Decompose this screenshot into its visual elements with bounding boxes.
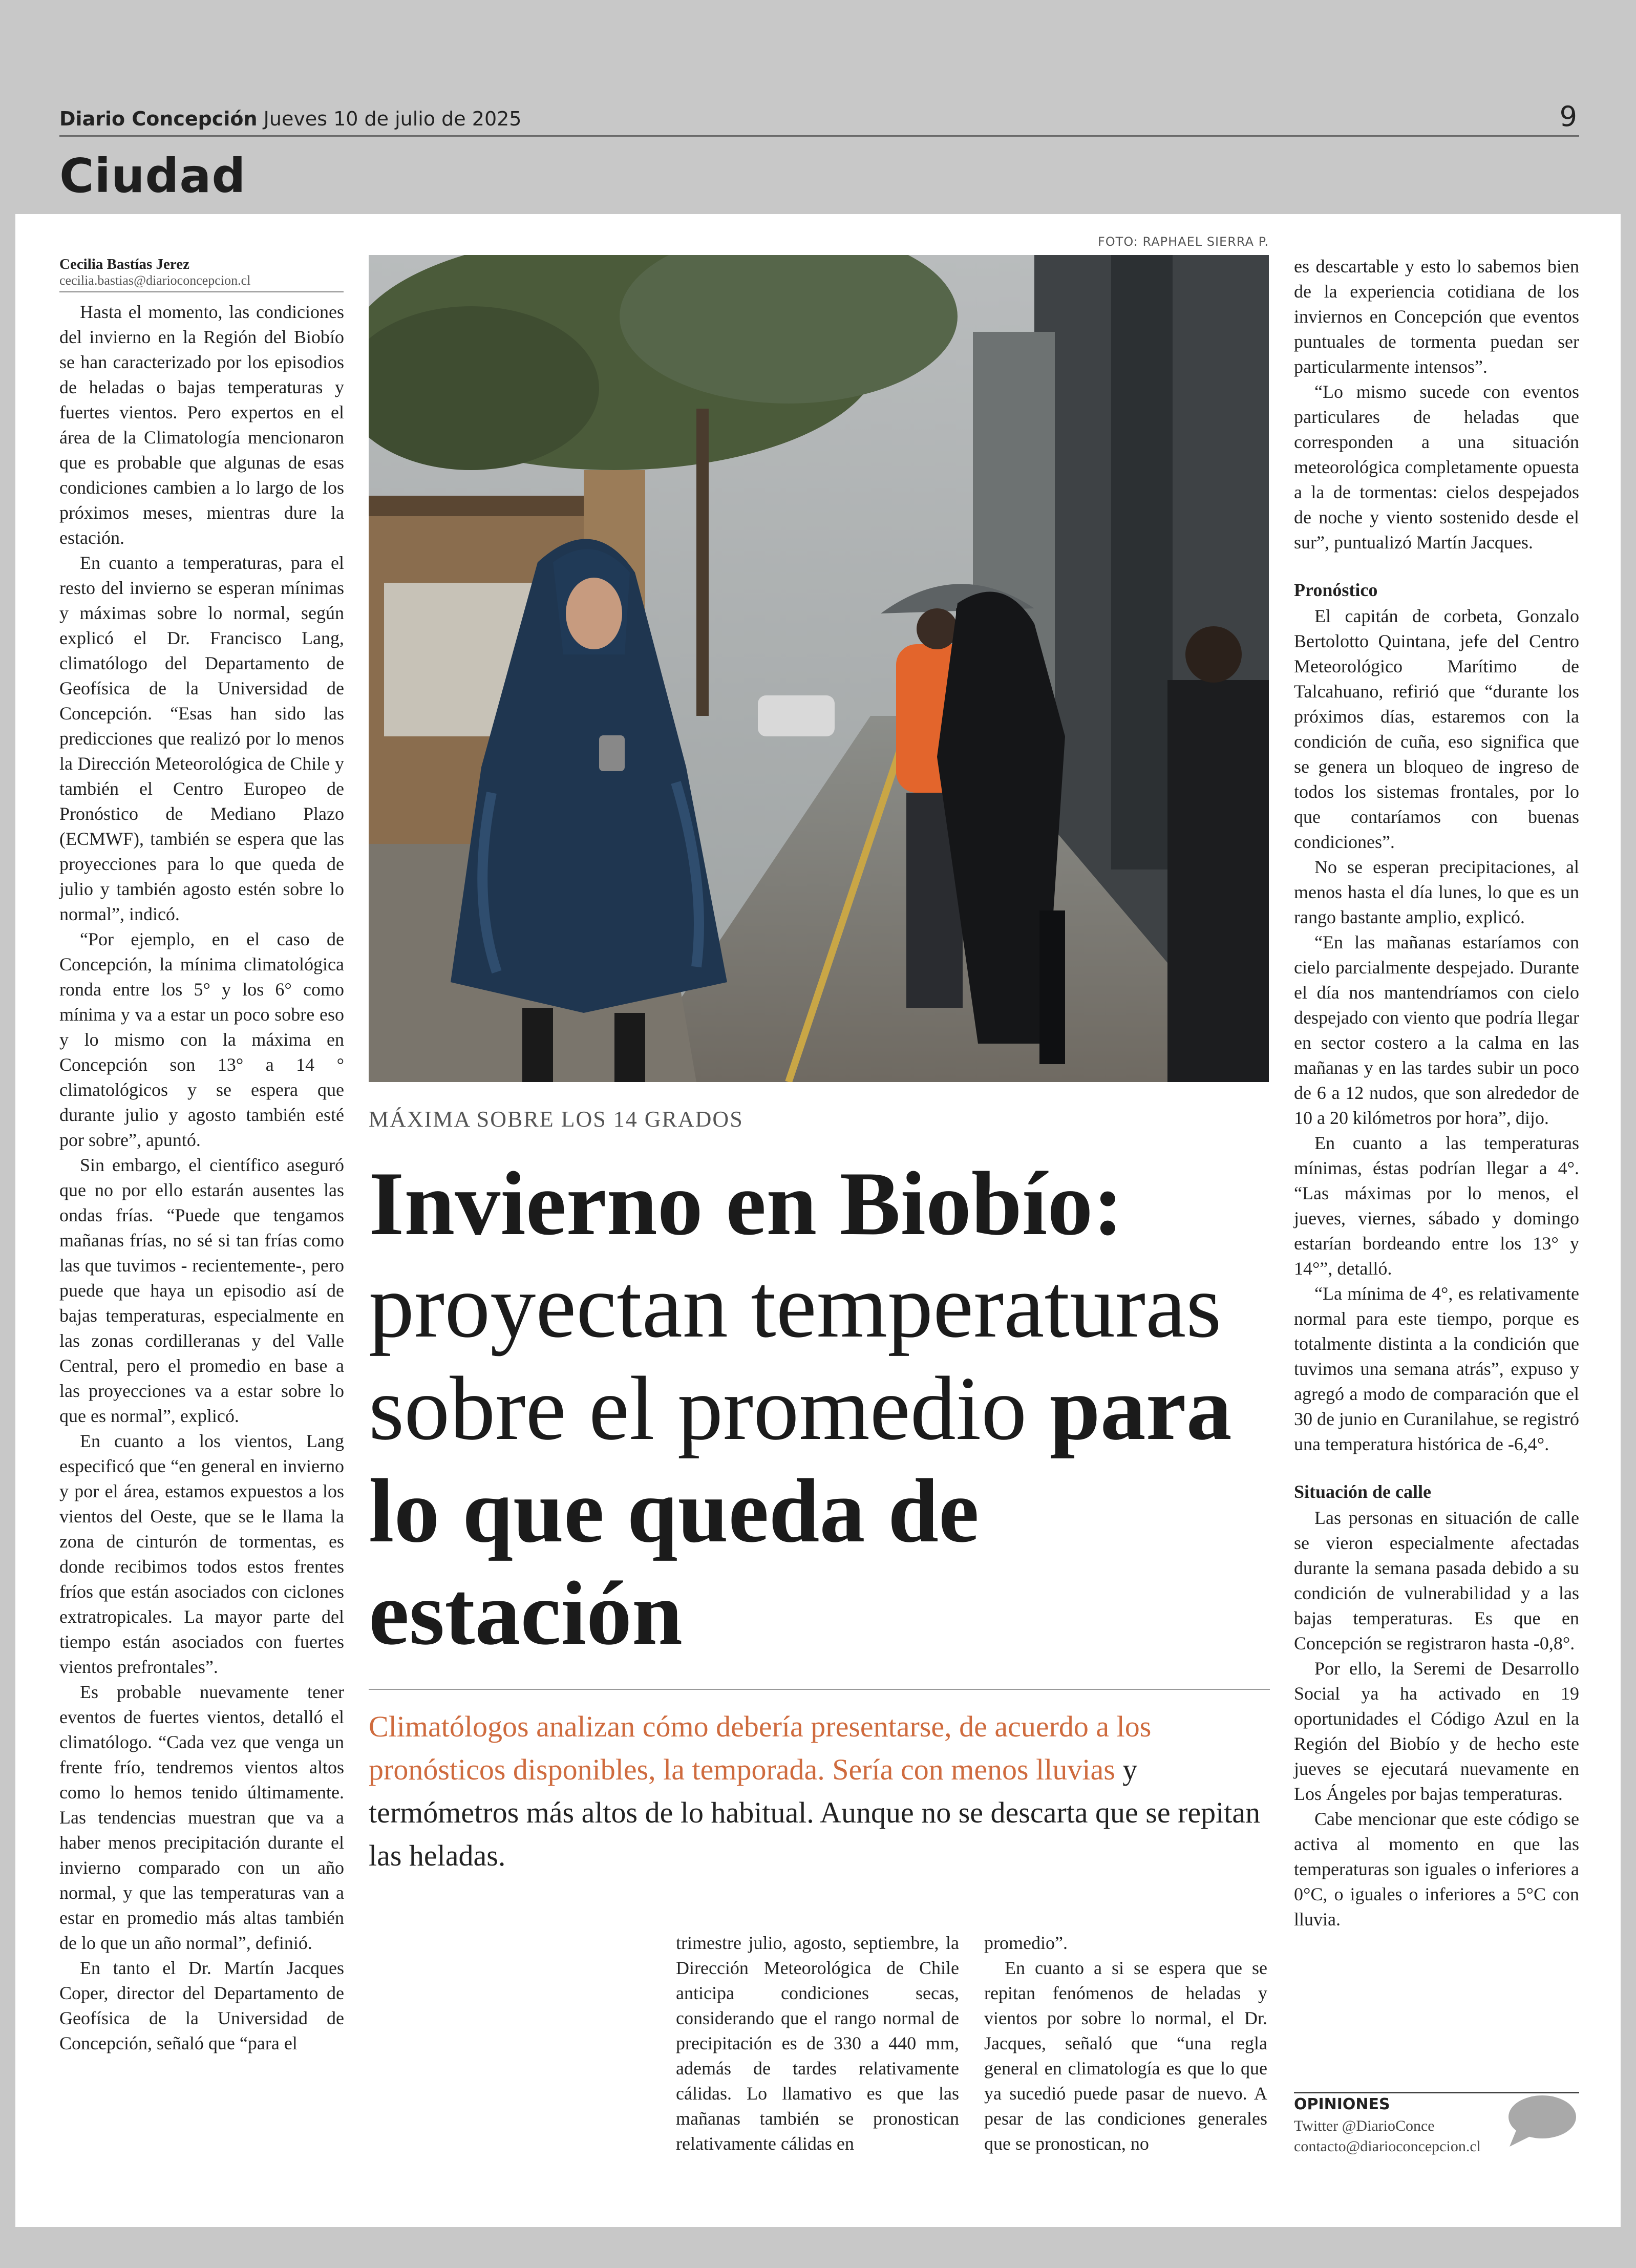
opiniones-twitter: Twitter @DiarioConce [1294, 2117, 1435, 2134]
paragraph: Cabe mencionar que este código se activa al momento en que las temperaturas son iguales o inferiores a 0°C, o iguales o inferiores a 5°C con lluvia. [1294, 1809, 1579, 1930]
headline-part-bold-end: para lo que queda de estación [369, 1358, 1232, 1664]
opiniones-email: contacto@diarioconcepcion.cl [1294, 2138, 1481, 2155]
headline-part-bold: Invierno en Biobío: [369, 1153, 1123, 1254]
page-header [59, 108, 521, 130]
paragraph: Hasta el momento, las condiciones del invierno en la Región del Biobío se han caracterizado por los episodios de heladas o bajas temperaturas y fuertes vientos. Pero expertos en el área de la Climatología mencionaron que es probable que algunas de esas condiciones cambien a lo largo de los próximos meses, mientras dure la estación. [59, 302, 344, 548]
paragraph: “Lo mismo sucede con eventos particulares de heladas que corresponden a una situación meteorológica completamente opuesta a la de tormentas: cielos despejados de noche y viento sostenido desde el sur”, puntualizó Martín Jacques. [1294, 381, 1579, 553]
headline-part-regular: proyectan temperaturas sobre el promedio [369, 1255, 1222, 1459]
paragraph: En cuanto a si se espera que se repitan fenómenos de heladas y vientos por sobre lo normal, el Dr. Jacques, señaló que “una regla general en climatología es que lo que ya sucedió puede pasar de nuevo. A pesar de las condiciones generales que se pronostican, no [984, 1958, 1267, 2154]
deck-divider [369, 1689, 1270, 1690]
paragraph: “En las mañanas estaríamos con cielo parcialmente despejado. Durante el día nos mantendríamos con cielo despejado con viento que podría llegar en sector costero a la calma en las mañanas y en las tardes subir un poco de 6 a 12 nudos, que son alrededor de 10 a 20 kilómetros por hora”, dijo. [1294, 932, 1579, 1128]
body-column-2 [676, 1931, 959, 2156]
paragraph: En cuanto a los vientos, Lang especificó que “en general en invierno y por el área, estamos expuestos a los vientos del Oeste, que se le llama la zona de cinturón de tormentas, es donde recibimos todos estos frentes fríos que están asociados con ciclones extratropicales. La mayor parte del tiempo están asociados con fuertes vientos prefrontales”. [59, 1431, 344, 1677]
paragraph: Sin embargo, el científico aseguró que no por ello estarán ausentes las ondas frías. “Puede que tengamos mañanas frías, no sé si tan frías como las que tuvimos - recientemente-, pero puede que haya un episodio así de bajas temperaturas, especialmente en las zonas cordilleranas y del Valle Central, pero el promedio en base a las proyecciones va a estar sobre lo que es normal”, explicó. [59, 1155, 344, 1426]
page-number: 9 [1559, 100, 1577, 133]
issue-date: Jueves 10 de julio de 2025 [263, 108, 522, 130]
paragraph: “Por ejemplo, en el caso de Concepción, la mínima climatológica ronda entre los 5° y los 6° como mínima y va a estar un poco sobre eso y lo mismo con la máxima en Concepción son 13° a 14 ° climatológicos y se espera que durante julio y agosto también esté por sobre”, apuntó. [59, 929, 344, 1150]
deck-highlight: Climatólogos analizan cómo debería presentarse, de acuerdo a los pronósticos disponibles, la temporada. Sería con menos lluvias [369, 1710, 1152, 1786]
paragraph: Por ello, la Seremi de Desarrollo Social ya ha activado en 19 oportunidades el Código Azul en la Región del Biobío y de hecho este jueves se ejecutará nuevamente en Los Ángeles por bajas temperaturas. [1294, 1658, 1579, 1804]
paragraph: El capitán de corbeta, Gonzalo Bertolotto Quintana, jefe del Centro Meteorológico Marítimo de Talcahuano, refirió que “durante los próximos días, estaremos con la condición de cuña, eso significa que se genera un bloqueo de ingreso de todos los sistemas frontales, por lo que contaríamos con buenas condiciones”. [1294, 606, 1579, 852]
section-title: Ciudad [59, 149, 246, 203]
header-divider [59, 135, 1579, 137]
opiniones-title: OPINIONES [1294, 2095, 1390, 2113]
paragraph: Es probable nuevamente tener eventos de fuertes vientos, detalló el climatólogo. “Cada vez que venga un frente frío, tendremos vientos altos como lo hemos tenido últimamente. Las tendencias muestran que va a haber menos precipitación durante el invierno comparado con un año normal, y que las temperaturas van a estar en promedio más altas también de lo que un año normal”, definió. [59, 1682, 344, 1953]
article-photo [369, 255, 1269, 1082]
paragraph: En cuanto a temperaturas, para el resto del invierno se esperan mínimas y máximas sobre lo normal, según explicó el Dr. Francisco Lang, climatólogo del Departamento de Geofísica de la Universidad de Concepción. “Esas han sido las predicciones que realizó por lo menos la Dirección Meteorológica de Chile y también el Centro Europeo de Pronóstico de Mediano Plazo (ECMWF), también se espera que las proyecciones para lo que queda de julio y también agosto estén sobre lo normal”, indicó. [59, 553, 344, 924]
byline: Cecilia Bastías Jerez [59, 256, 189, 272]
paragraph: En tanto el Dr. Martín Jacques Coper, director del Departamento de Geofísica de la Universidad de Concepción, señaló que “para el [59, 1958, 344, 2053]
paragraph: promedio”. [984, 1933, 1068, 1953]
kicker: MÁXIMA SOBRE LOS 14 GRADOS [369, 1107, 743, 1132]
rainy-street-photo [369, 255, 1269, 1082]
photo-credit: FOTO: RAPHAEL SIERRA P. [1097, 235, 1269, 249]
subhead-pronostico: Pronóstico [1294, 580, 1378, 600]
subhead-situacion: Situación de calle [1294, 1481, 1431, 1502]
byline-email: cecilia.bastias@diarioconcepcion.cl [59, 273, 344, 292]
newspaper-name: Diario Concepción [59, 108, 258, 130]
speech-bubble-icon [1505, 2093, 1577, 2150]
paragraph: es descartable y esto lo sabemos bien de la experiencia cotidiana de los inviernos en Concepción que eventos puntuales de tormenta puedan ser particularmente intensos”. [1294, 256, 1579, 377]
paragraph: Las personas en situación de calle se vieron especialmente afectadas durante la semana pasada debido a su condición de vulnerabilidad y a las bajas temperaturas. Es que en Concepción se registraron hasta -0,8°. [1294, 1508, 1579, 1654]
deck [369, 1705, 1275, 1877]
deck-rest: y termómetros más altos de lo habitual. Aunque no se descarta que se repitan las heladas. [369, 1753, 1261, 1872]
paragraph: En cuanto a las temperaturas mínimas, éstas podrían llegar a 4°. “Las máximas por lo menos, el jueves, viernes, sábado y domingo estarían bordeando entre los 13° y 14°”, detalló. [1294, 1133, 1579, 1279]
paragraph: No se esperan precipitaciones, al menos hasta el día lunes, lo que es un rango bastante amplio, explicó. [1294, 857, 1579, 927]
body-column-1 [59, 300, 344, 2056]
body-column-4 [1294, 254, 1579, 1932]
headline [369, 1152, 1280, 1664]
paragraph: “La mínima de 4°, es relativamente normal para este tiempo, porque es totalmente distinta a la condición que tuvimos una semana atrás”, expuso y agregó a modo de comparación que el 30 de junio en Curanilahue, se registró una temperatura histórica de -6,4°. [1294, 1283, 1579, 1454]
body-column-3 [984, 1931, 1267, 2156]
paragraph: trimestre julio, agosto, septiembre, la Dirección Meteorológica de Chile anticipa condiciones secas, considerando que el rango normal de precipitación es de 330 a 440 mm, además de tardes relativamente cálidas. Lo llamativo es que las mañanas también se pronostican relativamente cálidas en [676, 1933, 959, 2154]
